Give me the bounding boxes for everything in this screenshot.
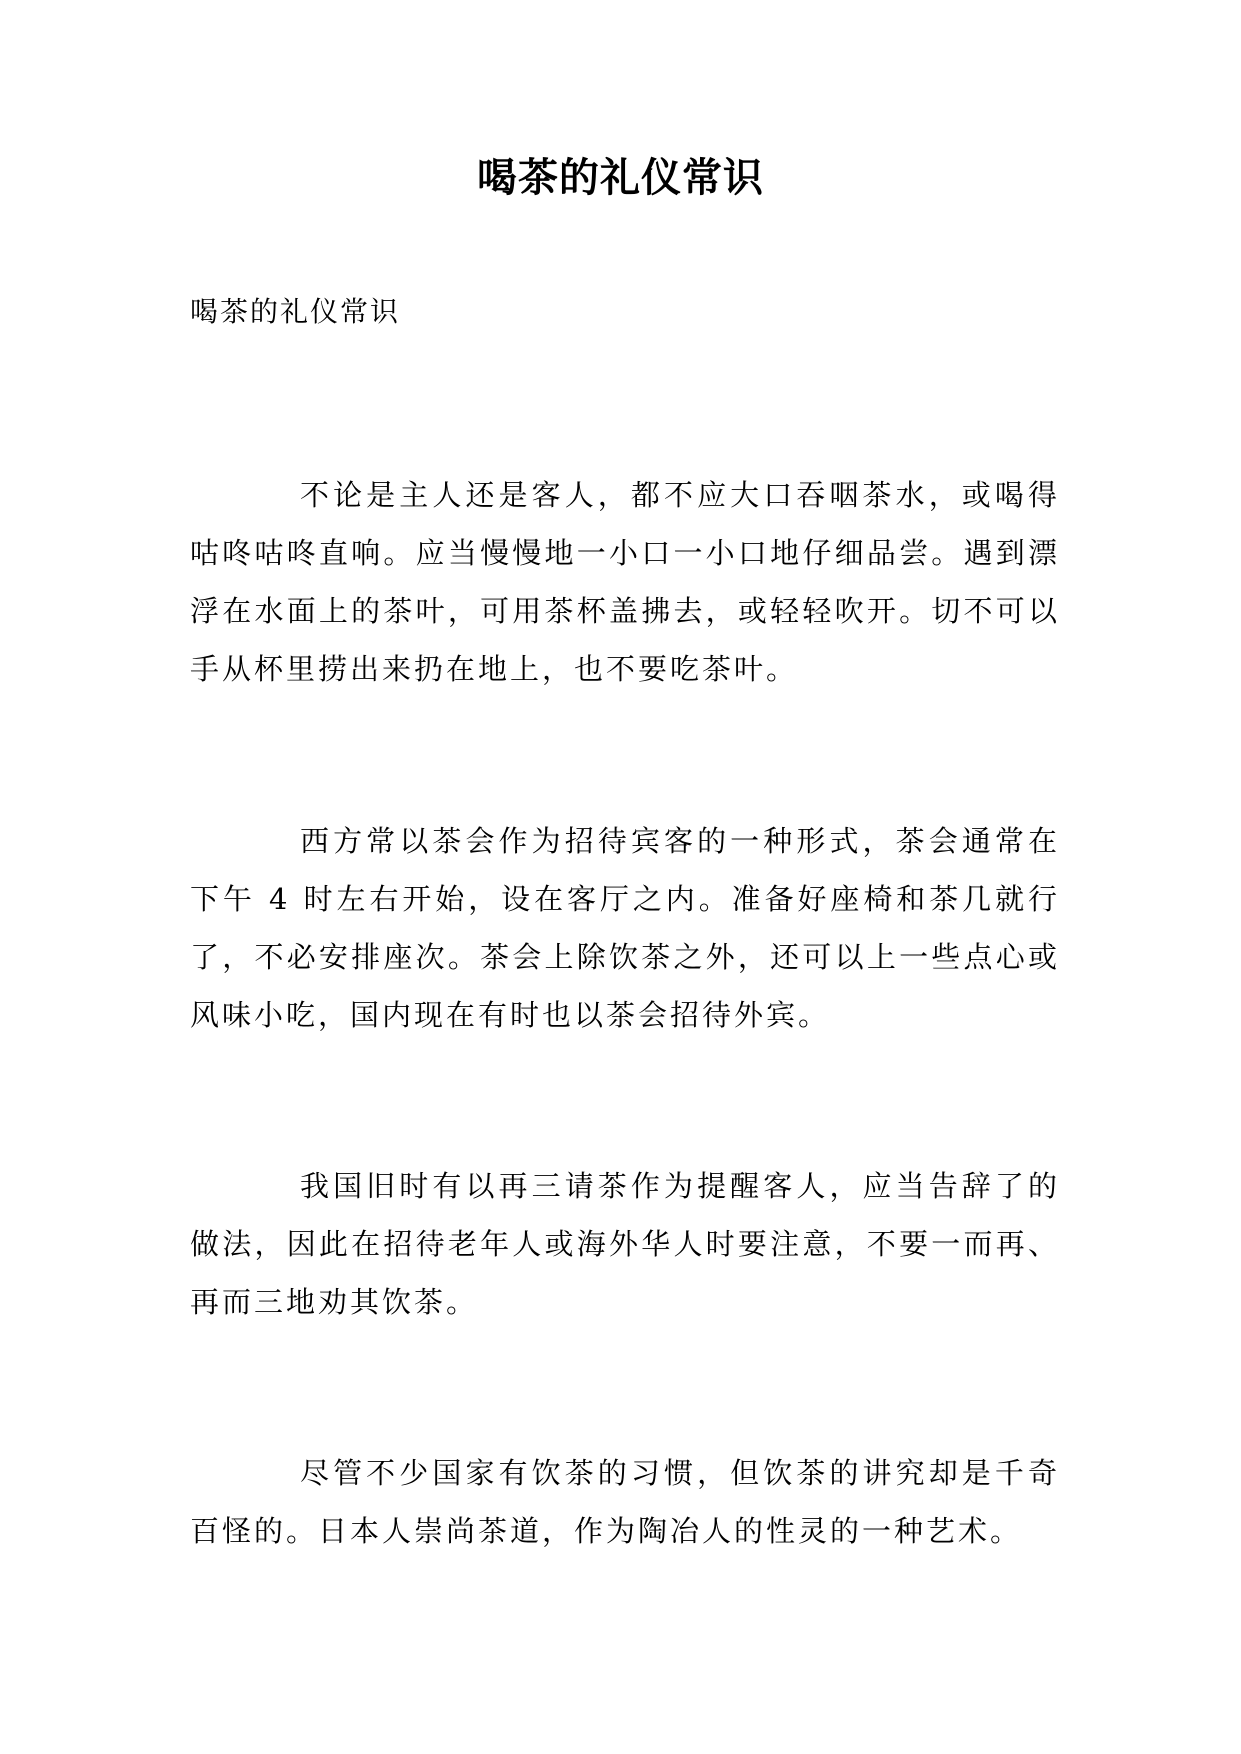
document-subtitle: 喝茶的礼仪常识: [190, 295, 401, 328]
paragraph-3: 我国旧时有以再三请茶作为提醒客人，应当告辞了的做法，因此在招待老年人或海外华人时要注意，不要一而再、再而三地劝其饮茶。: [190, 1169, 1060, 1319]
document-title: 喝茶的礼仪常识: [477, 154, 764, 201]
paragraph-4: 尽管不少国家有饮茶的习惯，但饮茶的讲究却是千奇百怪的。日本人崇尚茶道，作为陶冶人的性灵的一种艺术。: [190, 1456, 1060, 1548]
paragraph-2: 西方常以茶会作为招待宾客的一种形式，茶会通常在下午 4 时左右开始，设在客厅之内。准备好座椅和茶几就行了，不必安排座次。茶会上除饮茶之外，还可以上一些点心或风味小吃，国内现在有时也以茶会招待外宾。: [190, 824, 1060, 1032]
paragraph-1: 不论是主人还是客人，都不应大口吞咽茶水，或喝得咕咚咕咚直响。应当慢慢地一小口一小口地仔细品尝。遇到漂浮在水面上的茶叶，可用茶杯盖拂去，或轻轻吹开。切不可以手从杯里捞出来扔在地上，也不要吃茶叶。: [190, 478, 1060, 686]
